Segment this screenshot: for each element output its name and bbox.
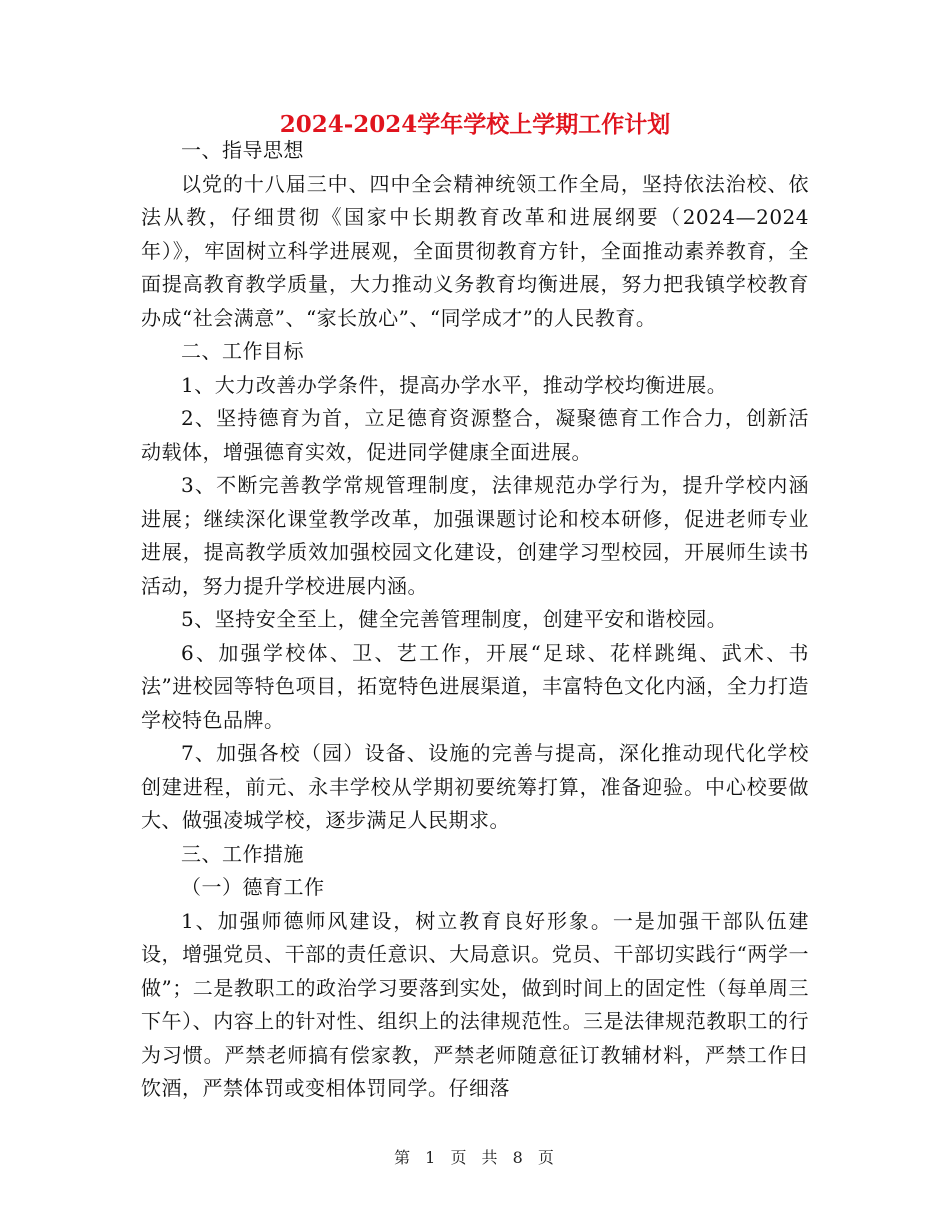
section-heading: 三、工作措施	[181, 841, 304, 866]
document-title: 2024-2024学年学校上学期工作计划	[279, 111, 671, 138]
section-heading: 一、指导思想	[181, 138, 304, 162]
body-paragraph: 6、加强学校体、卫、艺工作，开展“足球、花样跳绳、武术、书法”进校园等特色项目，拓宽特色进展渠道，丰富特色文化内涵，全力打造学校特色品牌。	[141, 640, 809, 732]
body-paragraph: 7、加强各校（园）设备、设施的完善与提高，深化推动现代化学校创建进程，前元、永丰学校从学期初要统筹打算，准备迎验。中心校要做大、做强凌城学校，逐步满足人民期求。	[141, 741, 809, 832]
subsection-heading: （一）德育工作	[181, 875, 325, 899]
body-paragraph: 以党的十八届三中、四中全会精神统领工作全局，坚持依法治校、依法从教，仔细贯彻《国家中长期教育改革和进展纲要（2024—2024年）》，牢固树立科学进展观，全面贯彻教育方针，全面推动素养教育，全面提高教育教学质量，大力推动义务教育均衡进展，努力把我镇学校教育办成“社会满意”、“家长放心”、“同学成才”的人民教育。	[141, 171, 809, 330]
section-heading: 二、工作目标	[181, 339, 304, 363]
page-footer: 第 1 页 共 8 页	[394, 1148, 556, 1167]
body-paragraph: 2、坚持德育为首，立足德育资源整合，凝聚德育工作合力，创新活动载体，增强德育实效，促进同学健康全面进展。	[141, 406, 809, 464]
body-paragraph: 3、不断完善教学常规管理制度，法律规范办学行为，提升学校内涵进展；继续深化课堂教学改革，加强课题讨论和校本研修，促进老师专业进展，提高教学质效加强校园文化建设，创建学习型校园，开展师生读书活动，努力提升学校进展内涵。	[141, 473, 809, 598]
document-body	[141, 134, 809, 1106]
body-paragraph: 1、大力改善办学条件，提高办学水平，推动学校均衡进展。	[181, 372, 728, 397]
body-paragraph: 1、加强师德师风建设，树立教育良好形象。一是加强干部队伍建设，增强党员、干部的责任意识、大局意识。党员、干部切实践行“两学一做”；二是教职工的政治学习要落到实处，做到时间上的固定性（每单周三下午）、内容上的针对性、组织上的法律规范性。三是法律规范教职工的行为习惯。严禁老师搞有偿家教，严禁老师随意征订教辅材料，严禁工作日饮酒，严禁体罚或变相体罚同学。仔细落	[141, 908, 809, 1100]
body-paragraph: 5、坚持安全至上，健全完善管理制度，创建平安和谐校园。	[181, 607, 728, 631]
